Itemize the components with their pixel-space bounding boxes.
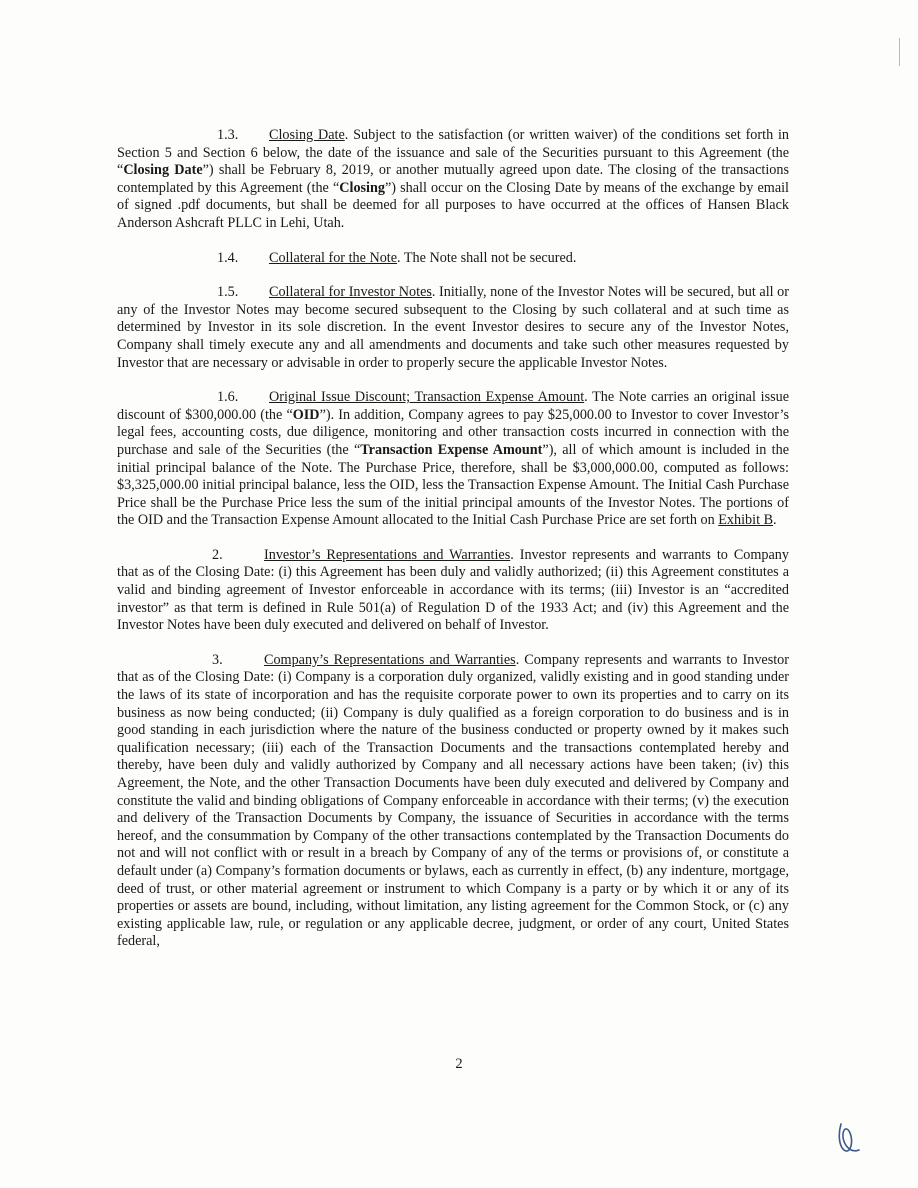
section-2: 2. Investor’s Representations and Warranties. Investor represents and warrants to Company that as of the Closing Date: (i) this Agreement has been duly and validly authorized; (ii) this Agreement constitutes a valid and binding agreement of Investor enforceable in accordance with its terms; (iii) Investor is an “accredited investor” as that term is defined in Rule 501(a) of Regulation D of the 1933 Act; and (iv) this Agreement and the Investor Notes have been duly executed and delivered on behalf of Investor. bbox=[117, 546, 789, 634]
section-1-5: 1.5. Collateral for Investor Notes. Initially, none of the Investor Notes will be secured, but all or any of the Investor Notes may become secured subsequent to the Closing by such collateral and at such time as determined by Investor in its sole discretion. In the event Investor desires to secure any of the Investor Notes, Company shall timely execute any and all amendments and documents and take such other measures requested by Investor that are necessary or advisable in order to properly secure the applicable Investor Notes. bbox=[117, 284, 789, 371]
document-page bbox=[117, 127, 789, 968]
page-number: 2 bbox=[455, 1056, 463, 1072]
section-3: 3. Company’s Representations and Warranties. Company represents and warrants to Investor that as of the Closing Date: (i) Company is a corporation duly organized, validly existing and in good standing under the laws of its state of incorporation and has the requisite corporate power to own its properties and to carry on its business as now being conducted; (ii) Company is duly qualified as a foreign corporation to do business and is in good standing in each jurisdiction where the nature of the business conducted or property owned by it makes such qualification necessary; (iii) each of the Transaction Documents and the transactions contemplated hereby and thereby, have been duly and validly authorized by Company and all necessary actions have been taken; (iv) this Agreement, the Note, and the other Transaction Documents have been duly executed and delivered by Company and constitute the valid and binding obligations of Company enforceable in accordance with their terms; (v) the execution and delivery of the Transaction Documents by Company, the issuance of Securities in accordance with the terms hereof, and the consummation by Company of the other transactions contemplated by the Transaction Documents do not and will not conflict with or result in a breach by Company of any of the terms or provisions of, or constitute a default under (a) Company’s formation documents or bylaws, each as currently in effect, (b) any indenture, mortgage, deed of trust, or other material agreement or instrument to which Company is a party or by which it or any of its properties or assets are bound, including, without limitation, any listing agreement for the Common Stock, or (c) any existing applicable law, rule, or regulation or any applicable decree, judgment, or order of any court, United States federal, bbox=[117, 651, 789, 950]
scan-edge-mark bbox=[899, 38, 900, 66]
section-2-heading: Investor’s Representations and Warranties bbox=[264, 546, 511, 563]
section-1-6: 1.6. Original Issue Discount; Transaction Expense Amount. The Note carries an original issue discount of $300,000.00 (the “OID”). In addition, Company agrees to pay $25,000.00 to Investor to cover Investor’s legal fees, accounting costs, due diligence, monitoring and other transaction costs incurred in connection with the purchase and sale of the Securities (the “Transaction Expense Amount”), all of which amount is included in the initial principal balance of the Note. The Purchase Price, therefore, shall be $3,000,000.00, computed as follows: $3,325,000.00 initial principal balance, less the OID, less the Transaction Expense Amount. The Initial Cash Purchase Price shall be the Purchase Price less the sum of the initial principal amounts of the Investor Notes. The portions of the OID and the Transaction Expense Amount allocated to the Initial Cash Purchase Price are set forth on Exhibit B. bbox=[117, 389, 789, 529]
section-3-heading: Company’s Representations and Warranties bbox=[264, 651, 516, 668]
section-1-4: 1.4. Collateral for the Note. The Note shall not be secured. bbox=[217, 249, 577, 266]
section-1-6-heading: Original Issue Discount; Transaction Expense Amount bbox=[269, 389, 585, 406]
handwritten-initials bbox=[835, 1120, 865, 1160]
exhibit-b-reference: Exhibit B bbox=[718, 512, 774, 529]
section-1-4-heading: Collateral for the Note bbox=[269, 249, 398, 266]
section-1-3-heading: Closing Date bbox=[269, 127, 345, 143]
section-1-3: 1.3. Closing Date. Subject to the satisfaction (or written waiver) of the conditions set forth in Section 5 and Section 6 below, the date of the issuance and sale of the Securities pursuant to this Agreement (the “Closing Date”) shall be February 8, 2019, or another mutually agreed upon date. The closing of the transactions contemplated by this Agreement (the “Closing”) shall occur on the Closing Date by means of the exchange by email of signed .pdf documents, but shall be deemed for all purposes to have occurred at the offices of Hansen Black Anderson Ashcraft PLLC in Lehi, Utah. bbox=[117, 127, 789, 231]
section-1-5-heading: Collateral for Investor Notes bbox=[269, 284, 432, 301]
